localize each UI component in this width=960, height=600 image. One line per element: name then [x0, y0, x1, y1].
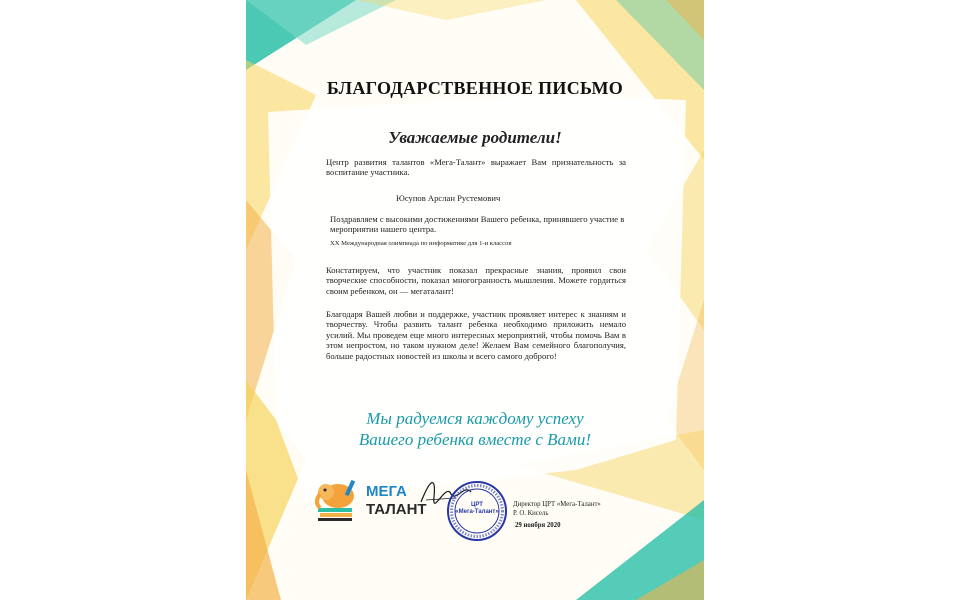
logo-text-line1: МЕГА	[366, 483, 407, 500]
director-title: Директор ЦРТ «Мега-Талант»	[513, 501, 601, 508]
director-signature-block	[513, 500, 601, 518]
logo-text-line2: ТАЛАНТ	[366, 501, 427, 518]
issue-date: 29 ноября 2020	[515, 522, 561, 529]
paragraph-wishes: Благодаря Вашей любви и поддержке, участник проявляет интерес к знаниям и творчеству. Чтобы развить талант ребенка необходимо приложить немало усилий. Мы проведем еще много интересных мероприятий, чтобы помочь Вам в этом непростом, но таком нужном деле! Желаем Вам семейного благополучия, больше радостных новостей из школы и всего самого доброго!	[326, 309, 626, 361]
letter-title: БЛАГОДАРСТВЕННОЕ ПИСЬМО	[326, 78, 624, 98]
closing-wish	[246, 408, 704, 450]
paragraph-achievement: Констатируем, что участник показал прекрасные знания, проявил свои творческие способности, показал многогранность мышления. Можете гордиться своим ребенком, он — мегаталант!	[326, 265, 626, 296]
stamp-text-line2: «Мега-Талант»	[455, 509, 499, 515]
participant-name: Юсупов Арслан Рустемович	[396, 193, 501, 203]
certificate-page	[246, 0, 704, 600]
director-name: Р. О. Кисель	[513, 510, 549, 517]
stamp-text-line1: ЦРТ	[471, 502, 483, 508]
olympiad-name: XX Международная олимпиада по информатике для 1-и классов	[330, 240, 512, 247]
greeting: Уважаемые родители!	[388, 128, 562, 147]
closing-wish-line2: Вашего ребенка вместе с Вами!	[358, 430, 592, 449]
paragraph-gratitude: Центр развития талантов «Мега-Талант» выражает Вам признательность за воспитание участника.	[326, 157, 626, 178]
paragraph-congratulation: Поздравляем с высокими достижениями Вашего ребенка, принявшего участие в мероприятии нашего центра.	[330, 214, 625, 235]
closing-wish-line1: Мы радуемся каждому успеху	[366, 409, 584, 428]
